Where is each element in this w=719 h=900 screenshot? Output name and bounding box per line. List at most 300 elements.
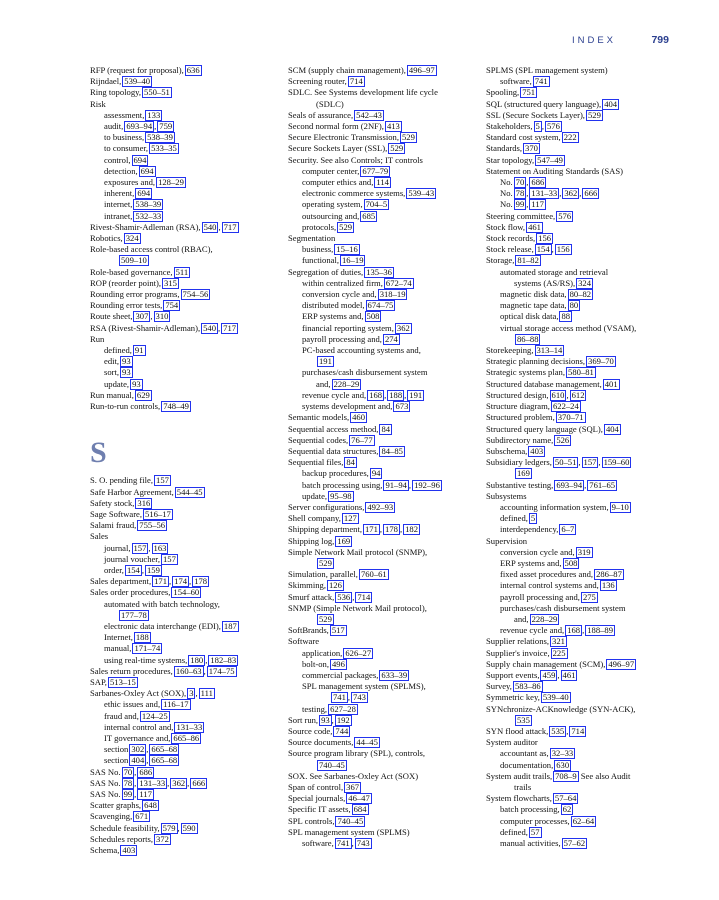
page-reference-link[interactable]: 117 xyxy=(531,199,544,210)
page-reference-link[interactable]: 324 xyxy=(578,277,592,288)
page-reference-link[interactable]: 50–51 xyxy=(554,457,577,468)
page-reference-link[interactable]: 622–24 xyxy=(552,401,579,412)
page-reference-link[interactable]: 5 xyxy=(530,513,536,524)
page-reference-link[interactable]: 182 xyxy=(405,524,418,535)
page-reference-link[interactable]: 93 xyxy=(122,367,131,378)
page-reference-link[interactable]: 513–15 xyxy=(109,676,136,687)
page-reference-link[interactable]: 222 xyxy=(563,132,577,143)
page-reference-link[interactable]: 91 xyxy=(134,345,144,356)
page-reference-link[interactable]: 665–68 xyxy=(151,755,178,766)
page-reference-link[interactable]: 307 xyxy=(135,311,149,322)
page-number: 799 xyxy=(651,34,669,46)
entry-term: Standard cost system, xyxy=(486,132,561,143)
page-reference-link[interactable]: 81–82 xyxy=(517,255,539,266)
index-subentry xyxy=(288,188,480,199)
page-reference-link[interactable]: 535 xyxy=(517,714,530,725)
page-reference-link[interactable]: 748–49 xyxy=(163,401,189,412)
page-reference-link[interactable]: 274 xyxy=(384,333,398,344)
page-reference-link[interactable]: 318–19 xyxy=(379,289,406,300)
page-reference-link[interactable]: 404 xyxy=(604,98,618,109)
page-reference-link[interactable]: 302 xyxy=(131,744,145,755)
page-reference-link[interactable]: 187 xyxy=(223,620,237,631)
page-reference-link[interactable]: 754–56 xyxy=(182,289,209,300)
page-reference-link[interactable]: 744 xyxy=(335,725,349,736)
page-reference-link[interactable]: 677–79 xyxy=(362,165,389,176)
page-reference-link[interactable]: 315 xyxy=(164,277,177,288)
index-entry: SYN flood attack, 535 , 714 xyxy=(486,725,585,736)
index-subentry xyxy=(90,599,282,610)
page-reference-link[interactable]: 174–75 xyxy=(208,665,235,676)
entry-term: defined, xyxy=(104,345,132,356)
page-reference-link[interactable]: 127 xyxy=(343,513,357,524)
page-reference-link[interactable]: 539–40 xyxy=(542,692,569,703)
page-reference-link[interactable]: 529 xyxy=(339,221,353,232)
index-entry xyxy=(288,793,480,804)
page-reference-link[interactable]: 674–75 xyxy=(367,300,394,311)
page-reference-link[interactable]: 550–51 xyxy=(144,87,170,98)
entry-term: financial reporting system, xyxy=(302,322,394,333)
page-reference-link[interactable]: 160–63 xyxy=(175,665,202,676)
page-reference-link[interactable]: 535 xyxy=(551,725,565,736)
page-reference-link[interactable]: 286–87 xyxy=(596,569,622,580)
page-reference-link[interactable]: 319 xyxy=(577,546,591,557)
page-reference-link[interactable]: 228–29 xyxy=(333,378,360,389)
entry-term: Run xyxy=(90,333,105,344)
page-reference-link[interactable]: 169 xyxy=(517,468,530,479)
page-reference-link[interactable]: 93 xyxy=(132,378,141,389)
page-reference-link[interactable]: 372 xyxy=(156,833,169,844)
page-reference-link[interactable]: 228–29 xyxy=(531,613,558,624)
page-reference-link[interactable]: 6–7 xyxy=(561,524,575,535)
page-reference-link[interactable]: 743 xyxy=(356,838,370,849)
index-subentry xyxy=(90,143,282,154)
index-subentry xyxy=(90,177,282,188)
index-column-3 xyxy=(486,65,678,849)
page-reference-link[interactable]: 755–56 xyxy=(139,520,166,531)
page-reference-link[interactable]: 576 xyxy=(547,121,560,132)
page-reference-link[interactable]: 157 xyxy=(156,475,169,486)
page-reference-link[interactable]: 579 xyxy=(162,822,176,833)
page-reference-link[interactable]: 62 xyxy=(562,804,572,815)
page-reference-link[interactable]: 5 xyxy=(535,121,540,132)
page-reference-link[interactable]: 9–10 xyxy=(611,501,629,512)
page-reference-link[interactable]: 754 xyxy=(165,300,179,311)
page-reference-link[interactable]: 367 xyxy=(346,782,360,792)
page-reference-link[interactable]: 168 xyxy=(567,625,581,636)
page-reference-link[interactable]: 627–28 xyxy=(330,703,356,714)
page-reference-link[interactable]: 708–9 xyxy=(555,770,577,781)
entry-term: System auditor xyxy=(486,737,538,748)
page-reference-link[interactable]: 362 xyxy=(396,322,410,333)
page-reference-link[interactable]: 84–85 xyxy=(381,445,403,456)
page-reference-link[interactable]: 576 xyxy=(558,210,572,221)
page-reference-link[interactable]: 538–39 xyxy=(147,132,173,143)
index-entry xyxy=(90,677,282,688)
page-reference-link[interactable]: 362 xyxy=(564,188,578,199)
entry-term: testing, xyxy=(302,703,328,714)
entry-term: Sequential codes, xyxy=(288,434,349,445)
index-subentry xyxy=(486,816,678,827)
page-reference-link[interactable]: 403 xyxy=(530,445,544,456)
page-reference-link[interactable]: 532–33 xyxy=(135,210,162,221)
page-reference-link[interactable]: 740–45 xyxy=(337,815,364,826)
page-reference-link[interactable]: 93 xyxy=(122,356,131,367)
page-reference-link[interactable]: 686 xyxy=(531,177,545,188)
index-subentry xyxy=(288,311,480,322)
page-reference-link[interactable]: 536 xyxy=(337,591,351,602)
page-reference-link[interactable]: 369–70 xyxy=(588,356,614,367)
page-reference-link[interactable]: 114 xyxy=(376,177,389,188)
page-reference-link[interactable]: 671 xyxy=(135,811,149,822)
page-reference-link[interactable]: 188 xyxy=(389,389,403,400)
index-subentry xyxy=(90,699,282,710)
page-reference-link[interactable]: 539–43 xyxy=(408,188,435,199)
page-reference-link[interactable]: 117 xyxy=(139,788,152,799)
page-reference-link[interactable]: 694 xyxy=(137,188,151,199)
page-reference-link[interactable]: 124–25 xyxy=(141,710,168,721)
page-reference-link[interactable]: 403 xyxy=(122,845,136,855)
page-reference-link[interactable]: 313–14 xyxy=(536,345,563,356)
page-reference-link[interactable]: 275 xyxy=(582,591,596,602)
page-reference-link[interactable]: 760–61 xyxy=(360,569,387,580)
index-subentry xyxy=(486,468,678,479)
page-reference-link[interactable]: 70 xyxy=(123,766,133,777)
entry-term: Scavenging, xyxy=(90,811,133,822)
page-reference-link[interactable]: 511 xyxy=(175,266,189,277)
page-reference-link[interactable]: 362 xyxy=(172,777,186,788)
page-reference-link[interactable]: 80–82 xyxy=(569,289,592,300)
page-reference-link[interactable]: 685 xyxy=(362,210,376,221)
page-reference-link[interactable]: 57 xyxy=(530,826,540,837)
index-subentry: section 404 , 665–68 xyxy=(104,755,178,766)
index-entry xyxy=(288,424,480,435)
index-entry xyxy=(288,771,480,782)
page-reference-link[interactable]: 46–47 xyxy=(348,793,370,804)
page-reference-link[interactable]: 324 xyxy=(125,233,139,244)
page-reference-link[interactable]: 171 xyxy=(365,524,378,535)
page-reference-link[interactable]: 610 xyxy=(551,389,565,400)
page-reference-link[interactable]: 583–86 xyxy=(514,681,541,692)
page-reference-link[interactable]: 496 xyxy=(331,658,345,669)
entry-term: SoftBrands, xyxy=(288,625,329,636)
entry-term: Screening router, xyxy=(288,76,347,87)
entry-term: to business, xyxy=(104,132,145,143)
page-reference-link[interactable]: 62–64 xyxy=(572,815,595,826)
page-reference-link[interactable]: 57–62 xyxy=(563,838,586,849)
index-entry: Rivest-Shamir-Adleman (RSA), 540 , 717 xyxy=(90,221,237,232)
index-subentry xyxy=(90,554,282,565)
page-reference-link[interactable]: 159 xyxy=(146,564,160,575)
page-reference-link[interactable]: 751 xyxy=(522,87,536,98)
page-reference-link[interactable]: 88 xyxy=(561,311,571,322)
page-reference-link[interactable]: 168 xyxy=(369,389,383,400)
entry-term: Specific IT assets, xyxy=(288,804,351,815)
index-entry: Smurf attack, 536 , 714 xyxy=(288,591,371,602)
page-reference-link[interactable]: 310 xyxy=(155,311,169,322)
running-header xyxy=(0,35,719,49)
page-reference-link[interactable]: 540 xyxy=(203,221,217,232)
page-reference-link[interactable]: 84 xyxy=(346,457,355,468)
entry-term: System audit trails, xyxy=(486,770,553,781)
entry-term: journal voucher, xyxy=(104,553,160,564)
index-subentry xyxy=(486,760,678,771)
entry-term: backup procedures, xyxy=(302,468,369,479)
page-reference-link[interactable]: 693–94 xyxy=(126,121,153,132)
entry-term: update, xyxy=(302,490,328,501)
page-reference-link[interactable]: 630 xyxy=(556,759,570,770)
page-reference-link[interactable]: 741 xyxy=(336,838,350,849)
index-subentry xyxy=(486,311,678,322)
page-reference-link[interactable]: 714 xyxy=(349,76,363,87)
page-reference-link[interactable]: 15–16 xyxy=(336,244,358,255)
page-reference-link[interactable]: 44–45 xyxy=(356,737,378,748)
page-reference-link[interactable]: 580–81 xyxy=(568,367,594,378)
index-entry: Support events, 459 , 461 xyxy=(486,669,576,680)
page-reference-link[interactable]: 225 xyxy=(552,647,566,658)
page-reference-link[interactable]: 188–89 xyxy=(587,625,614,636)
index-entry: Shipping department, 171 , 178 , 182 xyxy=(288,524,418,535)
page-reference-link[interactable]: 80 xyxy=(569,300,579,311)
page-reference-link[interactable]: 539–40 xyxy=(124,76,151,87)
page-reference-link[interactable]: 761–65 xyxy=(589,479,616,490)
page-reference-link[interactable]: 154 xyxy=(126,564,140,575)
entry-term: Sarbanes-Oxley Act (SOX), xyxy=(90,688,187,699)
page-reference-link[interactable]: 76–77 xyxy=(351,434,373,445)
page-reference-link[interactable]: 32–33 xyxy=(551,748,574,759)
page-reference-link[interactable]: 70 xyxy=(515,177,525,188)
page-reference-link[interactable]: 547–49 xyxy=(537,154,563,165)
page-reference-link[interactable]: 508 xyxy=(564,557,578,568)
page-reference-link[interactable]: 533–35 xyxy=(151,143,177,154)
page-reference-link[interactable]: 370–71 xyxy=(557,412,584,423)
entry-term: conversion cycle and, xyxy=(500,546,575,557)
index-subentry xyxy=(288,323,480,334)
page-reference-link[interactable]: 169 xyxy=(337,535,351,546)
page-reference-link[interactable]: 508 xyxy=(366,311,380,322)
index-entry xyxy=(486,412,678,423)
page-reference-link[interactable]: 459 xyxy=(542,669,556,680)
entry-term: operating system, xyxy=(302,199,363,210)
index-subentry xyxy=(486,614,678,625)
page-reference-link[interactable]: 461 xyxy=(528,221,541,232)
index-subentry: batch processing using, 91–94 , 192–96 xyxy=(302,479,440,490)
index-entry xyxy=(486,166,678,177)
page-reference-link[interactable]: 404 xyxy=(131,755,145,766)
page-reference-link[interactable]: 91–94 xyxy=(385,479,407,490)
page-reference-link[interactable]: 509–10 xyxy=(121,255,147,266)
page-reference-link[interactable]: 157 xyxy=(583,457,597,468)
page-reference-link[interactable]: 612 xyxy=(571,389,585,400)
page-reference-link[interactable]: 133 xyxy=(147,109,161,120)
page-reference-link[interactable]: 704–5 xyxy=(365,199,388,210)
index-entry xyxy=(288,110,480,121)
page-reference-link[interactable]: 529 xyxy=(319,613,332,624)
page-reference-link[interactable]: 86–88 xyxy=(517,333,539,344)
page-reference-link[interactable]: 714 xyxy=(357,591,371,602)
index-entry xyxy=(486,211,678,222)
index-entry xyxy=(288,76,480,87)
entry-term: revenue cycle and, xyxy=(302,389,367,400)
page-reference-link[interactable]: 180 xyxy=(190,654,204,665)
page-reference-link[interactable]: 526 xyxy=(556,434,570,445)
page-reference-link[interactable]: 154–60 xyxy=(173,587,200,598)
page-reference-link[interactable]: 516–17 xyxy=(145,508,171,519)
page-reference-link[interactable]: 529 xyxy=(390,143,404,154)
page-reference-link[interactable]: 517 xyxy=(331,625,345,636)
entry-term: Sequential files, xyxy=(288,457,344,468)
page-reference-link[interactable]: 126 xyxy=(328,580,342,591)
page-reference-link[interactable]: 717 xyxy=(223,221,237,232)
page-reference-link[interactable]: 316 xyxy=(137,497,151,508)
page-reference-link[interactable]: 590 xyxy=(182,822,196,833)
entry-term: section xyxy=(104,755,129,766)
page-reference-link[interactable]: 188 xyxy=(135,632,149,643)
entry-term: Salami fraud, xyxy=(90,520,137,531)
index-entry xyxy=(288,233,480,244)
page-reference-link[interactable]: 370 xyxy=(525,143,538,154)
page-reference-link[interactable]: 16–19 xyxy=(342,255,364,266)
page-reference-link[interactable]: 157 xyxy=(133,542,147,553)
entry-term: section xyxy=(104,744,129,755)
index-subentry: using real-time systems, 180 , 182–83 xyxy=(104,654,237,665)
index-entry xyxy=(486,110,678,121)
page-reference-link[interactable]: 741 xyxy=(534,76,548,87)
page-reference-link[interactable]: 191 xyxy=(319,356,332,367)
page-reference-link[interactable]: 182–83 xyxy=(210,654,237,665)
index-subentry: 741 , 743 xyxy=(333,692,366,703)
page-reference-link[interactable]: 633–39 xyxy=(381,669,408,680)
entry-term: Shipping log, xyxy=(288,535,335,546)
page-reference-link[interactable]: 156 xyxy=(556,244,570,255)
page-reference-link[interactable]: 78 xyxy=(515,188,525,199)
page-reference-link[interactable]: 759 xyxy=(159,121,173,132)
entry-term: RSA (Rivest-Shamir-Adleman), xyxy=(90,322,201,333)
page-reference-link[interactable]: 694 xyxy=(133,154,147,165)
page-reference-link[interactable]: 461 xyxy=(562,669,576,680)
page-reference-link[interactable]: 460 xyxy=(352,412,365,423)
page-reference-link[interactable]: 116–17 xyxy=(163,699,189,710)
page-reference-link[interactable]: 178 xyxy=(194,576,208,587)
page-reference-link[interactable]: 191 xyxy=(409,389,423,400)
page-reference-link[interactable]: 492–93 xyxy=(367,501,394,512)
page-reference-link[interactable]: 496–97 xyxy=(608,658,635,669)
page-reference-link[interactable]: 192 xyxy=(336,714,350,725)
page-reference-link[interactable]: 99 xyxy=(123,788,133,799)
page-reference-link[interactable]: 629 xyxy=(136,389,150,400)
page-reference-link[interactable]: 542–43 xyxy=(356,109,382,120)
entry-term: application, xyxy=(302,647,343,658)
page-reference-link[interactable]: 84 xyxy=(381,423,391,434)
page-reference-link[interactable]: 413 xyxy=(386,121,400,132)
page-reference-link[interactable]: 694 xyxy=(140,165,154,176)
page-reference-link[interactable]: 163 xyxy=(153,542,167,553)
index-entry: Sarbanes-Oxley Act (SOX), 3 , 111 xyxy=(90,688,213,699)
page-reference-link[interactable]: 131–33 xyxy=(176,721,203,732)
page-reference-link[interactable]: 171 xyxy=(154,576,167,587)
index-subentry xyxy=(288,401,480,412)
page-reference-link[interactable]: 740–45 xyxy=(319,759,345,770)
page-reference-link[interactable]: 529 xyxy=(587,109,601,120)
page-reference-link[interactable]: 156 xyxy=(538,233,552,244)
page-reference-link[interactable]: 131–33 xyxy=(531,188,558,199)
index-subentry xyxy=(90,132,282,143)
page-reference-link[interactable]: 192–96 xyxy=(414,479,440,490)
page-reference-link[interactable]: 538–39 xyxy=(135,199,162,210)
page-reference-link[interactable]: 157 xyxy=(162,553,176,564)
entry-term: Sort run, xyxy=(288,714,319,725)
page-reference-link[interactable]: 717 xyxy=(223,322,237,333)
page-reference-link[interactable]: 177–78 xyxy=(121,609,147,620)
page-reference-link[interactable]: 743 xyxy=(353,692,366,703)
page-reference-link[interactable]: 401 xyxy=(604,378,618,389)
index-entry xyxy=(486,636,678,647)
index-entry xyxy=(288,267,480,278)
page-reference-link[interactable]: 626–27 xyxy=(345,647,372,658)
page-reference-link[interactable]: 154 xyxy=(536,244,550,255)
page-reference-link[interactable]: 95–98 xyxy=(330,490,352,501)
page-reference-link[interactable]: 673 xyxy=(395,401,409,412)
page-reference-link[interactable]: 544–45 xyxy=(176,486,203,497)
page-reference-link[interactable]: 540 xyxy=(203,322,216,333)
page-reference-link[interactable]: 672–74 xyxy=(385,277,412,288)
page-reference-link[interactable]: 159–60 xyxy=(603,457,630,468)
entry-term: commercial packages, xyxy=(302,669,379,680)
page-reference-link[interactable]: 178 xyxy=(385,524,398,535)
entry-term: Role-based governance, xyxy=(90,266,173,277)
page-reference-link[interactable]: 94 xyxy=(371,468,381,479)
page-reference-link[interactable]: 135–36 xyxy=(366,266,392,277)
page-reference-link[interactable]: 666 xyxy=(192,777,206,788)
page-reference-link[interactable]: 693–94 xyxy=(556,479,583,490)
page-reference-link[interactable]: 131–33 xyxy=(139,777,166,788)
page-reference-link[interactable]: 665–86 xyxy=(173,732,200,743)
page-reference-link[interactable]: 684 xyxy=(353,804,367,815)
page-reference-link[interactable]: 171–74 xyxy=(134,643,161,654)
index-entry xyxy=(90,587,282,598)
page-reference-link[interactable]: 529 xyxy=(402,132,415,143)
page-reference-link[interactable]: 3 xyxy=(189,688,194,699)
entry-term: Secure Sockets Layer (SSL), xyxy=(288,143,388,154)
index-subentry xyxy=(486,547,678,558)
page-reference-link[interactable]: 666 xyxy=(584,188,598,199)
index-entry xyxy=(288,547,480,558)
page-reference-link[interactable]: 714 xyxy=(571,725,585,736)
entry-term: within centralized firm, xyxy=(302,277,383,288)
entry-term: No. xyxy=(500,177,513,188)
page-reference-link[interactable]: 321 xyxy=(552,636,565,647)
page-reference-link[interactable]: 686 xyxy=(139,766,153,777)
page-reference-link[interactable]: 636 xyxy=(186,65,200,75)
page-reference-link[interactable]: 111 xyxy=(200,688,213,699)
page-reference-link[interactable]: 78 xyxy=(123,777,133,788)
page-reference-link[interactable]: 93 xyxy=(321,714,330,725)
page-reference-link[interactable]: 57–64 xyxy=(554,793,577,804)
page-reference-link[interactable]: 648 xyxy=(144,800,157,811)
entry-term: Survey, xyxy=(486,681,512,692)
page-reference-link[interactable]: 404 xyxy=(605,423,619,434)
page-reference-link[interactable]: 128–29 xyxy=(158,177,184,188)
page-reference-link[interactable]: 174 xyxy=(174,576,188,587)
page-reference-link[interactable]: 136 xyxy=(601,580,615,591)
index-entry xyxy=(90,300,282,311)
page-reference-link[interactable]: 529 xyxy=(319,557,332,568)
page-reference-link[interactable]: 496–97 xyxy=(408,65,435,75)
page-reference-link[interactable]: 99 xyxy=(515,199,525,210)
page-reference-link[interactable]: 741 xyxy=(333,692,346,703)
index-subentry xyxy=(288,558,480,569)
page-reference-link[interactable]: 665–68 xyxy=(151,744,178,755)
index-subentry xyxy=(90,155,282,166)
